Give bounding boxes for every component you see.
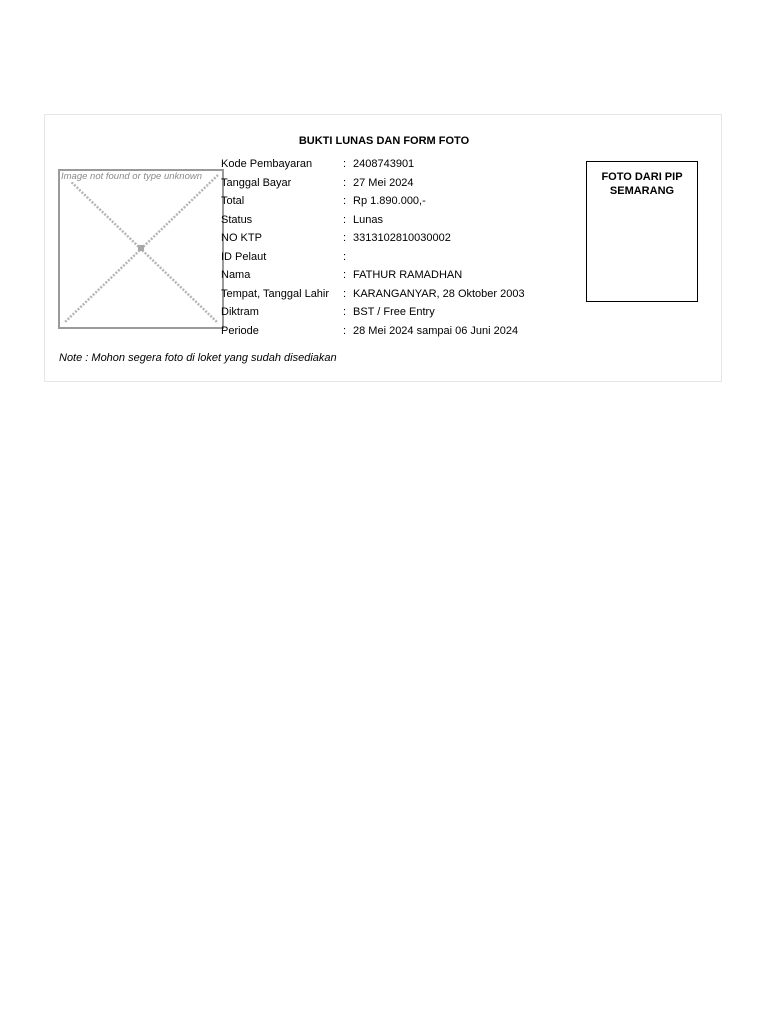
field-separator: : bbox=[343, 195, 347, 207]
field-label: Status bbox=[221, 213, 253, 226]
field-separator: : bbox=[343, 324, 347, 337]
field-separator: : bbox=[343, 232, 347, 244]
payment-details-list bbox=[221, 155, 525, 340]
receipt-card bbox=[44, 114, 722, 382]
broken-image-icon bbox=[60, 171, 222, 327]
field-row-nama bbox=[221, 266, 525, 285]
field-row-diktram bbox=[221, 303, 525, 322]
field-label: Nama bbox=[221, 269, 251, 281]
field-separator: : bbox=[343, 213, 347, 226]
field-row-no-ktp bbox=[221, 229, 525, 248]
field-label: Diktram bbox=[221, 306, 259, 318]
field-row-periode bbox=[221, 322, 525, 341]
photo-box-line-1: FOTO DARI PIP bbox=[601, 171, 683, 183]
field-value: BST / Free Entry bbox=[353, 306, 435, 318]
field-separator: : bbox=[343, 287, 347, 300]
photo-box bbox=[586, 161, 698, 302]
field-row-tempat-tanggal-lahir bbox=[221, 285, 525, 304]
field-label: ID Pelaut bbox=[221, 250, 267, 263]
field-value: 27 Mei 2024 bbox=[353, 176, 414, 189]
field-label: NO KTP bbox=[221, 232, 262, 244]
field-label: Tanggal Bayar bbox=[221, 176, 292, 189]
image-alt-text: Image not found or type unknown bbox=[61, 171, 203, 182]
field-row-total bbox=[221, 192, 525, 211]
field-label: Total bbox=[221, 195, 245, 207]
field-label: Tempat, Tanggal Lahir bbox=[221, 287, 330, 300]
field-value: 3313102810030002 bbox=[353, 232, 451, 244]
field-separator: : bbox=[343, 306, 347, 318]
field-row-tanggal-bayar bbox=[221, 174, 525, 193]
broken-image-placeholder bbox=[58, 169, 224, 329]
field-separator: : bbox=[343, 158, 347, 170]
field-value: KARANGANYAR, 28 Oktober 2003 bbox=[353, 287, 525, 300]
field-row-status bbox=[221, 211, 525, 230]
field-separator: : bbox=[343, 250, 347, 263]
field-separator: : bbox=[343, 269, 347, 281]
field-label: Kode Pembayaran bbox=[221, 158, 313, 170]
field-row-id-pelaut bbox=[221, 248, 525, 267]
field-value: 2408743901 bbox=[353, 158, 415, 170]
photo-box-line-2: SEMARANG bbox=[609, 185, 675, 197]
field-row-kode-pembayaran bbox=[221, 155, 525, 174]
field-value: 28 Mei 2024 sampai 06 Juni 2024 bbox=[353, 324, 519, 337]
field-value: Lunas bbox=[353, 213, 383, 226]
field-value: FATHUR RAMADHAN bbox=[353, 269, 463, 281]
field-label: Periode bbox=[221, 324, 259, 337]
field-separator: : bbox=[343, 176, 347, 189]
note-text: Note : Mohon segera foto di loket yang sudah disediakan bbox=[59, 352, 337, 364]
field-value: Rp 1.890.000,- bbox=[353, 195, 426, 207]
document-title: BUKTI LUNAS DAN FORM FOTO bbox=[298, 135, 470, 147]
